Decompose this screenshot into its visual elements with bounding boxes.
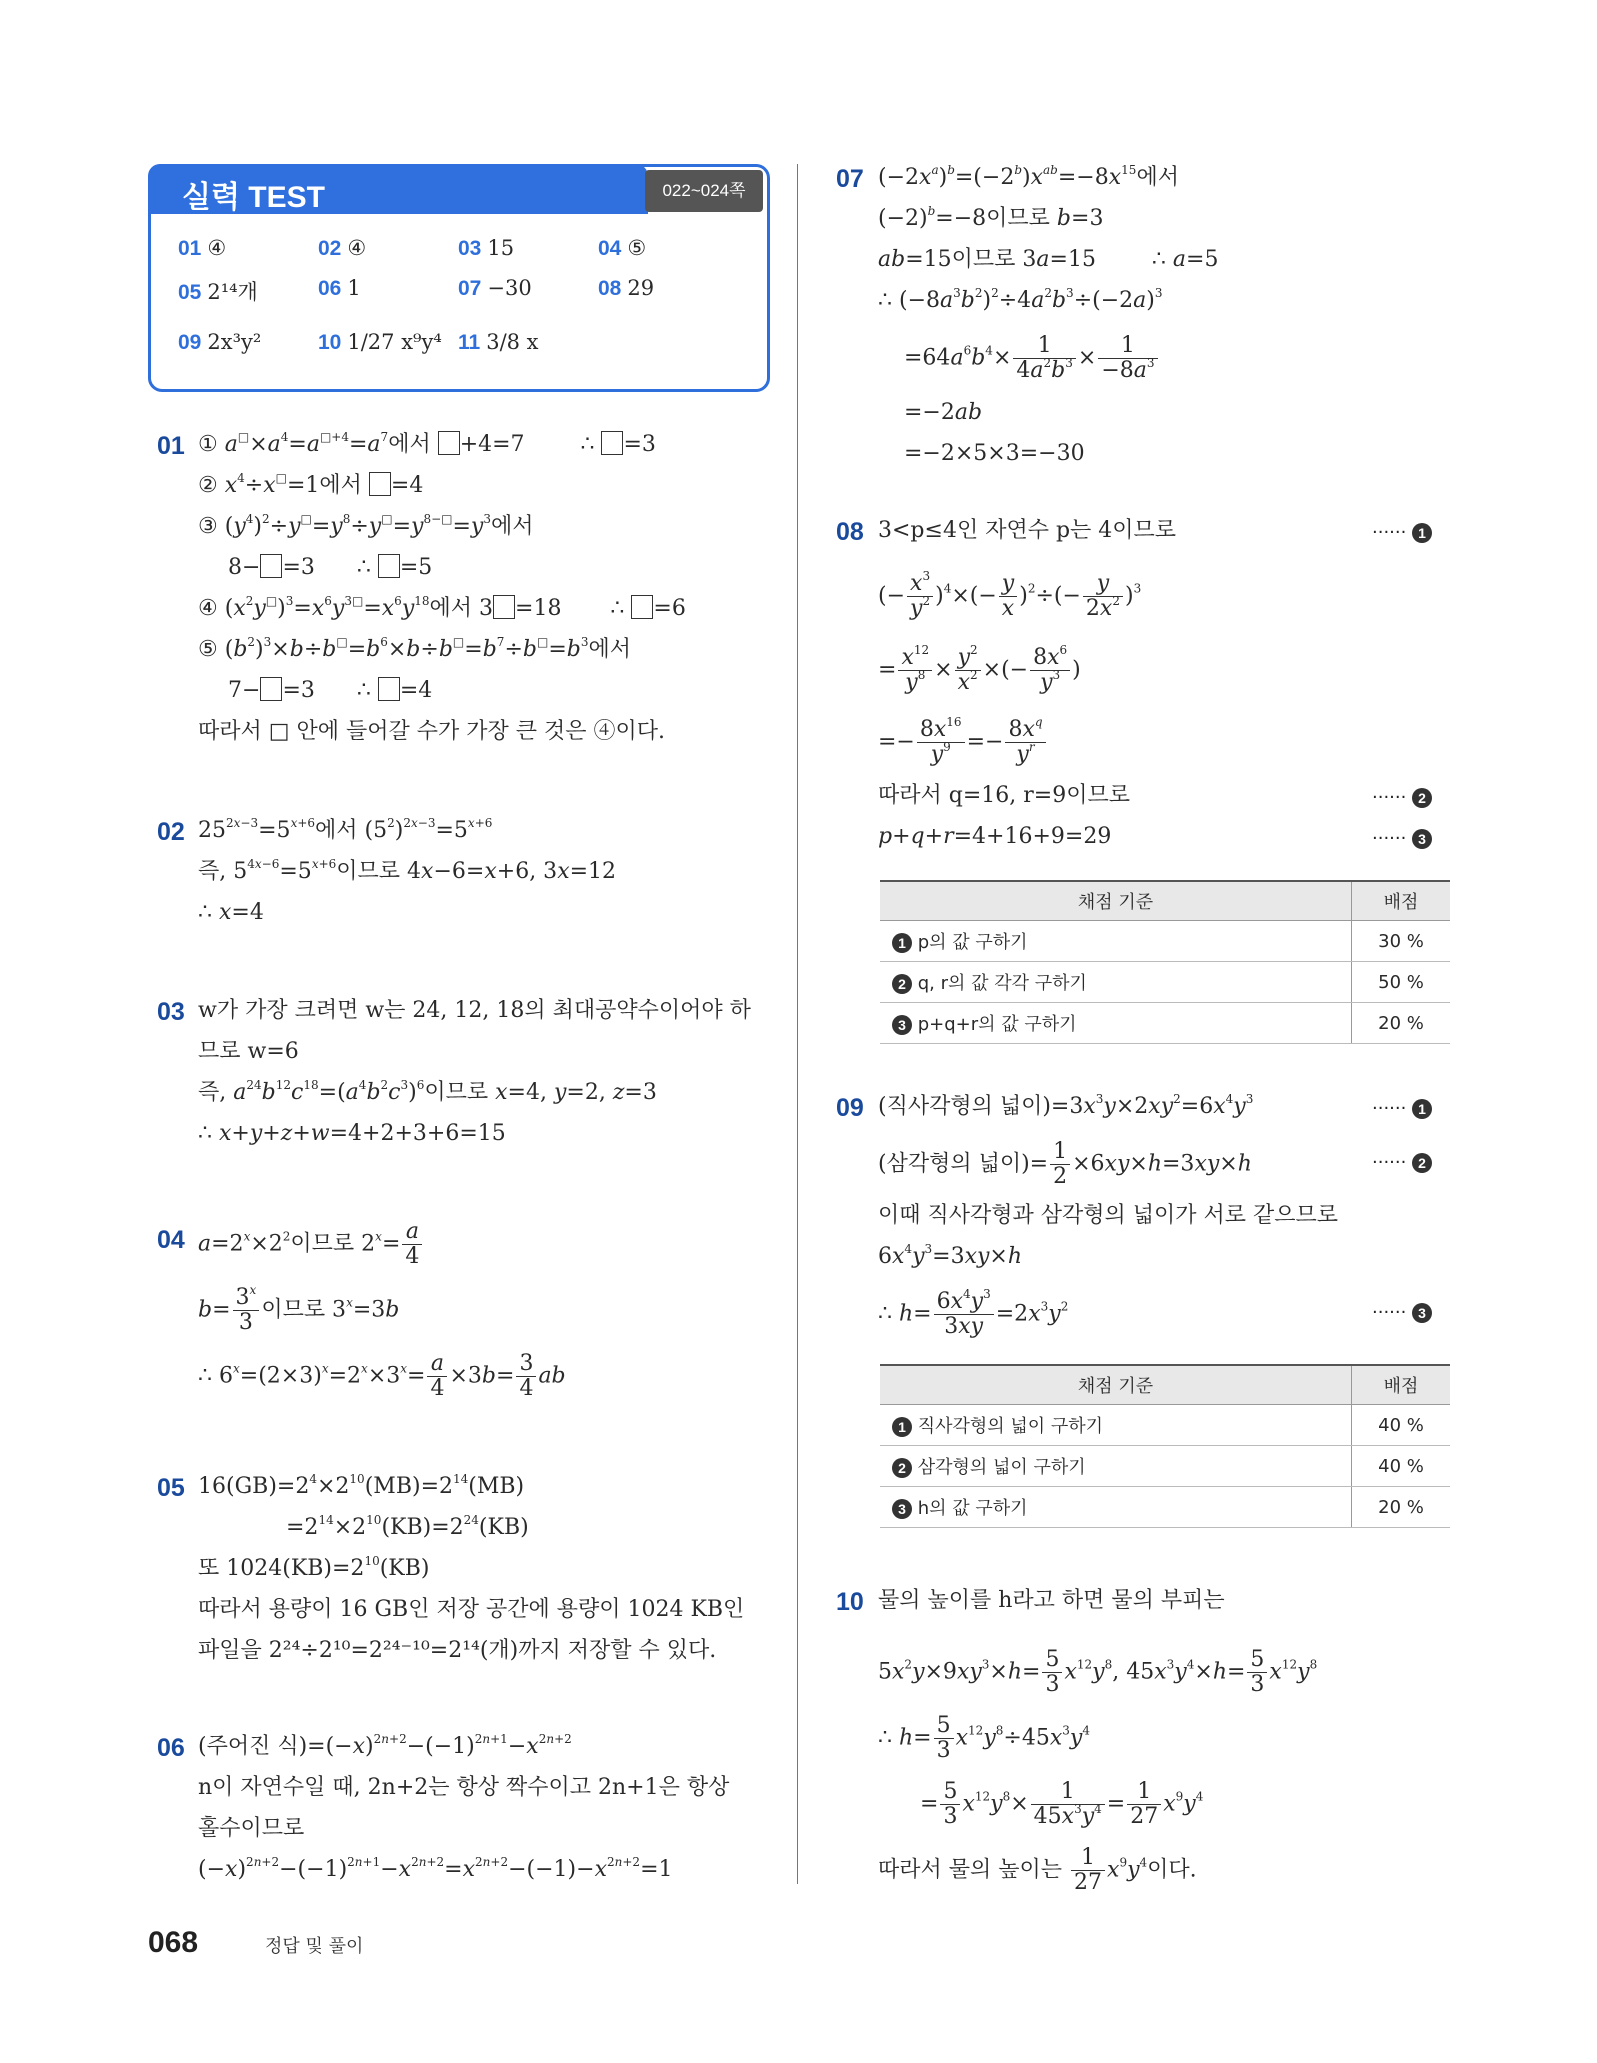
p09-step3-marker: ······ 3 <box>1372 1298 1432 1328</box>
table-row: 2 삼각형의 넓이 구하기 40 % <box>880 1446 1450 1487</box>
step-3-icon: 3 <box>1412 1303 1432 1323</box>
criteria-header: 채점 기준 <box>880 1365 1352 1405</box>
answer-08: 08 29 <box>598 276 655 300</box>
criteria-header: 채점 기준 <box>880 881 1352 921</box>
p08-text2: 따라서 q=16, r=9이므로 <box>878 783 1130 808</box>
answer-01: 01 ④ <box>178 236 227 260</box>
p03-text2: 므로 w=6 <box>198 1039 299 1064</box>
p01-line5: ④ $(x^2y^□)^3=x^6y^{3□}=x^6y^{18}$에서 3 =18 ∴ =6 <box>198 594 686 621</box>
p08-line2: (− $\frac{x^3}{y^2}$ )$^4$×(− $\frac{y}{x}$ )$^2$÷(− $\frac{y}{2x^2}$ )$^3$ <box>878 569 1142 621</box>
p09-step2-marker: ······ 2 <box>1372 1148 1432 1178</box>
answer-04: 04 ⑤ <box>598 236 647 260</box>
p04-line2: b= $\frac{3^x}{3}$ 이므로 $3^x=3b$ <box>198 1283 400 1335</box>
p08-text1: 3<p≤4인 자연수 p는 4이므로 <box>878 518 1177 543</box>
p02-line1: $25^{2x-3}=5^{x+6}$에서 $(5^2)^{2x-3}=5^{x+6}$ <box>198 816 493 843</box>
step-2-icon: 2 <box>1412 1153 1432 1173</box>
answer-07: 07 −30 <box>458 276 532 300</box>
table-row: 3 h의 값 구하기 20 % <box>880 1487 1450 1528</box>
p07-line1: $(-2x^a)^b=(-2^b)x^{ab}=-8x^{15}$에서 <box>878 163 1179 190</box>
p10-text1: 물의 높이를 h라고 하면 물의 부피는 <box>878 1588 1225 1613</box>
answer-05: 05 2¹⁴개 <box>178 280 258 304</box>
answer-06: 06 1 <box>318 276 361 300</box>
p07-line2: $(-2)^b=-8$이므로 b=3 <box>878 204 1104 231</box>
p01-closing: 따라서 □ 안에 들어갈 수가 가장 큰 것은 ④이다. <box>198 719 666 744</box>
p08-scoring-table <box>880 880 1450 1044</box>
table-row: 1 p의 값 구하기 30 % <box>880 921 1450 962</box>
problem-02-number: 02 <box>157 818 185 846</box>
problem-01-number: 01 <box>157 432 185 460</box>
problem-03-number: 03 <box>157 998 185 1026</box>
points-header: 배점 <box>1352 1365 1451 1405</box>
answer-11: 11 3/8 x <box>458 330 539 354</box>
p06-text1: n이 자연수일 때, 2n+2는 항상 짝수이고 2n+1은 항상 <box>198 1775 730 1800</box>
table-row: 3 p+q+r의 값 구하기 20 % <box>880 1003 1450 1044</box>
p01-line7: 7− =3 ∴ =4 <box>228 678 433 703</box>
page-number: 068 <box>148 1926 199 1959</box>
column-divider <box>797 164 798 1884</box>
p02-line3: ∴ x=4 <box>198 900 264 925</box>
p07-line7: =−2×5×3=−30 <box>904 441 1085 466</box>
step-1-icon: 1 <box>1412 1099 1432 1119</box>
p02-line2: 즉, $5^{4x-6}=5^{x+6}$이므로 4x−6=x+6, 3x=12 <box>198 857 617 884</box>
answer-09: 09 2x³y² <box>178 330 262 354</box>
problem-06-number: 06 <box>157 1734 185 1762</box>
p08-step3-marker: ······ 3 <box>1372 824 1432 854</box>
p10-closing: 따라서 물의 높이는 $\frac{1}{27}$ $x^9y^4$이다. <box>878 1845 1197 1895</box>
p06-line4: $(-x)^{2n+2}-(-1)^{2n+1}-x^{2n+2}=x^{2n+2}-(-1)-x^{2n+2}=1$ <box>198 1855 673 1882</box>
p08-step1-marker: ······ 1 <box>1372 518 1432 548</box>
p08-line6: p+q+r=4+16+9=29 <box>878 824 1112 849</box>
p03-line3: 즉, $a^{24}b^{12}c^{18}=(a^4b^2c^3)^6$이므로 x=4, y=2, z=3 <box>198 1078 657 1105</box>
answer-03: 03 15 <box>458 236 515 260</box>
p09-text1: 이때 직사각형과 삼각형의 넓이가 서로 같으므로 <box>878 1203 1339 1228</box>
p08-line3: = $\frac{x^{12}}{y^8}$ × $\frac{y^2}{x^2}$ ×(− $\frac{8x^6}{y^3}$ ) <box>878 643 1081 695</box>
p07-line4: ∴ $(-8a^3b^2)^2\div 4a^2b^3\div(-2a)^3$ <box>878 286 1163 313</box>
answer-02: 02 ④ <box>318 236 367 260</box>
p03-line4: ∴ x+y+z+w=4+2+3+6=15 <box>198 1121 506 1146</box>
p05-line2: $=2^{14}\times 2^{10}(KB)=2^{24}(KB)$ <box>286 1513 529 1540</box>
p04-line3: ∴ $6^x=(2\times 3)^x=2^x\times 3^x=$ $\frac{a}{4}$ ×3b= $\frac{3}{4}$ ab <box>198 1351 566 1401</box>
p01-line1: ① $a^□\times a^4=a^{□+4}=a^7$에서 +4=7 ∴ =3 <box>198 430 656 457</box>
p10-line3: ∴ h= $\frac{5}{3}$ $x^{12}y^8\div 45x^3y^4$ <box>878 1713 1090 1763</box>
step-2-icon: 2 <box>1412 788 1432 808</box>
p03-text1: w가 가장 크려면 w는 24, 12, 18의 최대공약수이어야 하 <box>198 998 751 1023</box>
test-title: 실력 TEST <box>182 181 325 214</box>
p09-scoring-table <box>880 1364 1450 1528</box>
answer-10: 10 1/27 x⁹y⁴ <box>318 330 442 354</box>
p07-line6: =−2ab <box>904 400 983 425</box>
table-row: 1 직사각형의 넓이 구하기 40 % <box>880 1405 1450 1446</box>
p09-line5: ∴ h= $\frac{6x^4y^3}{3xy}$ $=2x^3y^2$ <box>878 1287 1069 1339</box>
table-row: 2 q, r의 값 각각 구하기 50 % <box>880 962 1450 1003</box>
footer-label: 정답 및 풀이 <box>265 1936 364 1957</box>
p09-line2: (삼각형의 넓이)= $\frac{1}{2}$ ×6xy×h=3xy×h <box>878 1139 1252 1189</box>
p08-line4: =− $\frac{8x^{16}}{y^9}$ =− $\frac{8x^q}{y^r}$ <box>878 718 1048 767</box>
p07-line3: ab=15이므로 3a=15 ∴ a=5 <box>878 247 1219 272</box>
page-reference: 022~024쪽 <box>645 170 763 212</box>
problem-08-number: 08 <box>836 518 864 546</box>
p10-line4: = $\frac{5}{3}$ $x^{12}y^8\times$ $\frac{1}{45x^3y^4}$ = $\frac{1}{27}$ $x^9y^4$ <box>920 1779 1204 1829</box>
p05-line1: $16(GB)=2^4\times 2^{10}(MB)=2^{14}(MB)$ <box>198 1472 525 1499</box>
p08-step2-marker: ······ 2 <box>1372 783 1432 813</box>
p07-line5: $=64a^6b^4\times$ $\frac{1}{4a^2b^3}$ × $\frac{1}{-8a^3}$ <box>904 334 1160 383</box>
problem-05-number: 05 <box>157 1474 185 1502</box>
p06-line1: (주어진 식)$=(-x)^{2n+2}-(-1)^{2n+1}-x^{2n+2}$ <box>198 1732 572 1759</box>
p01-line2: ② $x^4\div x^□=1$에서 =4 <box>198 471 424 498</box>
p01-line4: 8− =3 ∴ =5 <box>228 555 433 580</box>
step-3-icon: 3 <box>1412 829 1432 849</box>
p05-line3: 또 $1024(KB)=2^{10}(KB)$ <box>198 1554 430 1581</box>
points-header: 배점 <box>1352 881 1451 921</box>
p09-line4: $6x^4y^3=3xy\times h$ <box>878 1242 1023 1269</box>
problem-07-number: 07 <box>836 165 864 193</box>
p01-line6: ⑤ $(b^2)^3\times b\div b^□=b^6\times b\div b^□=b^7\div b^□=b^3$에서 <box>198 635 631 662</box>
p10-line2: $5x^2y\times 9xy^3\times h=$ $\frac{5}{3}$ $x^{12}y^8$, $45x^3y^4\times h=$ $\frac{5}{3}$ $x^{12}y^8$ <box>878 1647 1318 1697</box>
problem-10-number: 10 <box>836 1588 864 1616</box>
problem-04-number: 04 <box>157 1226 185 1254</box>
p04-line1: $a=2^x\times 2^2$이므로 $2^x=$ $\frac{a}{4}$ <box>198 1220 424 1269</box>
p01-line3: ③ $(y^4)^2\div y^□=y^8\div y^□=y^{8-□}=y^3$에서 <box>198 512 534 539</box>
p09-line1: (직사각형의 넓이)$=3x^3y\times 2xy^2=6x^4y^3$ <box>878 1092 1254 1119</box>
p09-step1-marker: ······ 1 <box>1372 1094 1432 1124</box>
step-1-icon: 1 <box>1412 523 1432 543</box>
p06-text2: 홀수이므로 <box>198 1816 305 1841</box>
p05-text1: 따라서 용량이 16 GB인 저장 공간에 용량이 1024 KB인 <box>198 1597 745 1622</box>
p05-text2: 파일을 2²⁴÷2¹⁰=2²⁴⁻¹⁰=2¹⁴(개)까지 저장할 수 있다. <box>198 1638 717 1663</box>
problem-09-number: 09 <box>836 1094 864 1122</box>
